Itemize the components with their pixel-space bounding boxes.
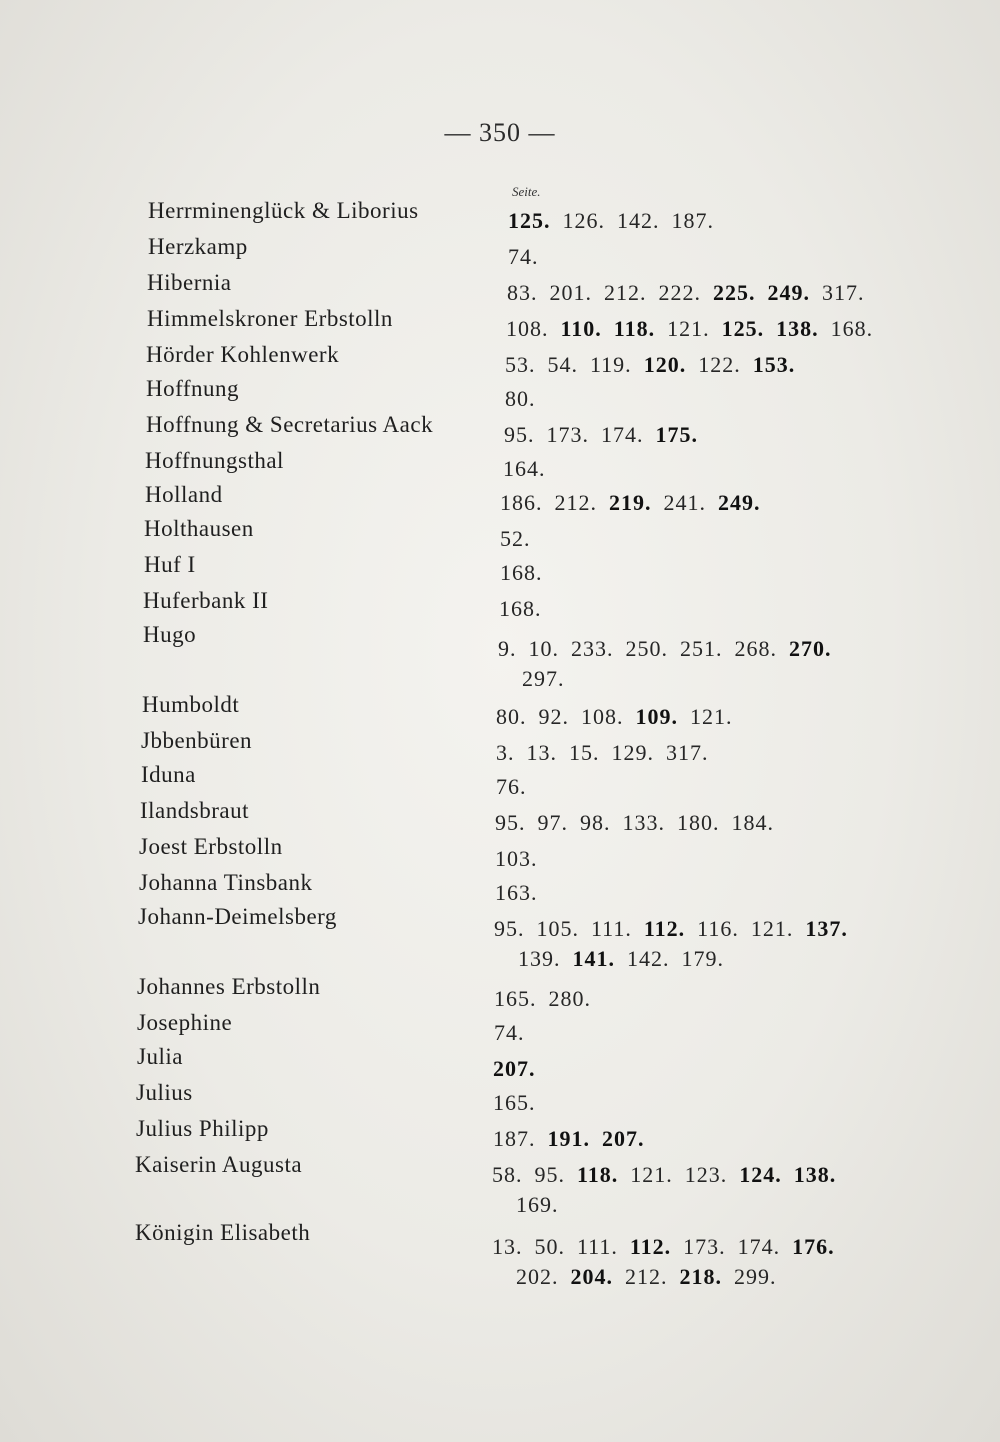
page-ref: 97.: [537, 810, 568, 835]
page-ref: 270.: [789, 636, 832, 661]
page-ref: 212.: [625, 1264, 668, 1289]
page-ref: 112.: [629, 1234, 672, 1259]
entry-page-refs: [508, 208, 714, 234]
page-ref: 52.: [500, 526, 531, 551]
page-ref: 112.: [643, 916, 686, 941]
page-ref: 103.: [495, 846, 538, 871]
page-ref: 118.: [613, 316, 656, 341]
entry-name: Hibernia: [147, 270, 232, 295]
entry-page-refs: [493, 1090, 536, 1116]
entry-page-refs: [495, 880, 538, 906]
page-ref: 125.: [508, 208, 551, 233]
entry-page-refs: [493, 1056, 536, 1082]
page-ref: 176.: [792, 1234, 835, 1259]
entry-page-refs: [508, 244, 539, 270]
entry-name: Huf I: [144, 552, 196, 577]
page-ref: 174.: [737, 1234, 781, 1259]
entry-name: Ilandsbraut: [140, 798, 249, 823]
page-ref: 249.: [767, 280, 810, 305]
page-ref: 251.: [680, 636, 723, 661]
page-ref: 137.: [805, 916, 848, 941]
page-ref: 110.: [560, 316, 602, 341]
entry-page-refs: [494, 1020, 525, 1046]
page-refs-line: [516, 1192, 836, 1218]
page-ref: 109.: [635, 704, 678, 729]
page-ref: 153.: [752, 352, 796, 377]
page-ref: 74.: [508, 244, 539, 269]
entry-page-refs: [496, 774, 527, 800]
entry-name: Joest Erbstolln: [139, 834, 283, 859]
page-ref: 92.: [538, 704, 569, 729]
entry-name: Holland: [145, 482, 223, 507]
page-ref: 191.: [547, 1126, 590, 1151]
page-ref: 121.: [667, 316, 710, 341]
page-ref: 139.: [518, 946, 561, 971]
entry-page-refs: [498, 636, 832, 692]
page-refs-line: [496, 774, 527, 799]
page-ref: 202.: [516, 1264, 559, 1289]
page-ref: 212.: [554, 490, 597, 515]
page-refs-line: [516, 1264, 835, 1290]
entry-name: Königin Elisabeth: [135, 1220, 311, 1245]
page-ref: 299.: [734, 1264, 777, 1289]
page-ref: 124.: [739, 1162, 782, 1187]
page-ref: 121.: [750, 916, 794, 941]
page-ref: 168.: [830, 316, 874, 341]
page-ref: 53.: [505, 352, 536, 377]
page-ref: 58.: [492, 1162, 523, 1187]
entry-page-refs: [500, 560, 543, 586]
entry-page-refs: [500, 526, 531, 552]
page-ref: 119.: [590, 352, 632, 377]
page-refs-line: [500, 526, 531, 551]
page-ref: 180.: [677, 810, 720, 835]
page-refs-line: [508, 244, 539, 269]
page-ref: 54.: [547, 352, 578, 377]
page-ref: 125.: [721, 316, 765, 341]
entry-name: Julius: [136, 1080, 193, 1105]
page-refs-line: [522, 666, 832, 692]
page-ref: 116.: [697, 916, 739, 941]
entry-name: Hoffnung & Secretarius Aack: [146, 412, 434, 437]
page-ref: 187.: [493, 1126, 536, 1151]
page-ref: 280.: [548, 986, 591, 1011]
page-ref: 111.: [591, 916, 632, 941]
page-ref: 74.: [494, 1020, 525, 1045]
page-refs-line: [506, 316, 873, 341]
entry-page-refs: [495, 846, 538, 872]
page-refs-line: [495, 880, 538, 905]
page-ref: 118.: [577, 1162, 619, 1187]
page-ref: 95.: [504, 422, 535, 447]
entry-page-refs: [505, 386, 536, 412]
page-ref: 174.: [601, 422, 644, 447]
page-ref: 76.: [496, 774, 527, 799]
page-ref: 249.: [718, 490, 761, 515]
page-ref: 168.: [499, 596, 542, 621]
page-ref: 164.: [503, 456, 546, 481]
entry-page-refs: [496, 740, 709, 766]
page-ref: 175.: [655, 422, 698, 447]
entry-page-refs: [505, 352, 795, 378]
page-ref: 187.: [671, 208, 714, 233]
entry-page-refs: [507, 280, 865, 306]
page-ref: 80.: [496, 704, 527, 729]
page-ref: 219.: [609, 490, 652, 515]
page-ref: 3.: [496, 740, 515, 765]
page-refs-line: [495, 846, 538, 871]
entry-name: Huferbank II: [143, 588, 269, 613]
entry-name: Johannes Erbstolln: [137, 974, 321, 999]
page-ref: 121.: [630, 1162, 673, 1187]
page-ref: 10.: [528, 636, 559, 661]
entry-name: Jbbenbüren: [141, 728, 253, 753]
page-refs-line: [498, 636, 832, 661]
page-ref: 141.: [572, 946, 615, 971]
page-ref: 138.: [793, 1162, 837, 1187]
page-refs-line: [496, 740, 709, 765]
entry-name: Johanna Tinsbank: [139, 870, 313, 895]
page-ref: 111.: [577, 1234, 618, 1259]
page-refs-line: [496, 704, 733, 729]
page-ref: 250.: [625, 636, 668, 661]
entry-name: Hugo: [143, 622, 197, 647]
page-ref: 222.: [658, 280, 701, 305]
page-refs-line: [494, 1020, 525, 1045]
page-ref: 142.: [627, 946, 670, 971]
page-ref: 297.: [522, 666, 565, 691]
page-ref: 123.: [684, 1162, 728, 1187]
entry-page-refs: [503, 456, 546, 482]
page-ref: 207.: [602, 1126, 645, 1151]
page-ref: 126.: [562, 208, 605, 233]
page-ref: 95.: [494, 916, 525, 941]
page-ref: 184.: [731, 810, 774, 835]
page-ref: 317.: [822, 280, 865, 305]
page-ref: 165.: [494, 986, 537, 1011]
page-ref: 121.: [690, 704, 733, 729]
page-ref: 179.: [681, 946, 724, 971]
page-ref: 173.: [546, 422, 589, 447]
page-refs-line: [499, 596, 542, 621]
entry-name: Johann-Deimelsberg: [138, 904, 337, 929]
page-ref: 225.: [713, 280, 756, 305]
page-ref: 218.: [679, 1264, 722, 1289]
page-refs-line: [492, 1234, 835, 1259]
page-ref: 9.: [498, 636, 517, 661]
page-refs-line: [494, 986, 591, 1011]
entry-page-refs: [494, 986, 591, 1012]
page-ref: 163.: [495, 880, 538, 905]
page-refs-line: [504, 422, 698, 447]
entry-page-refs: [492, 1234, 835, 1290]
page-ref: 241.: [663, 490, 706, 515]
page-ref: 80.: [505, 386, 536, 411]
entry-name: Herzkamp: [148, 234, 248, 259]
entry-page-refs: [495, 810, 774, 836]
page-ref: 165.: [493, 1090, 536, 1115]
page-ref: 173.: [683, 1234, 726, 1259]
entry-name: Hörder Kohlenwerk: [146, 342, 340, 367]
entry-page-refs: [492, 1162, 836, 1218]
page-ref: 212.: [604, 280, 647, 305]
page-refs-line: [492, 1162, 836, 1187]
entry-page-refs: [504, 422, 698, 448]
page-ref: 95.: [495, 810, 526, 835]
page-ref: 98.: [580, 810, 611, 835]
page-ref: 186.: [500, 490, 543, 515]
page-ref: 207.: [493, 1056, 536, 1081]
page-ref: 95.: [534, 1162, 565, 1187]
entry-page-refs: [506, 316, 873, 342]
page-refs-line: [503, 456, 546, 481]
entry-page-refs: [499, 596, 542, 622]
page-refs-line: [493, 1090, 536, 1115]
entry-page-refs: [493, 1126, 645, 1152]
page-ref: 13.: [492, 1234, 523, 1259]
page-refs-line: [500, 490, 761, 515]
page-refs-line: [505, 386, 536, 411]
page-ref: 120.: [643, 352, 687, 377]
page-refs-line: [500, 560, 543, 585]
page-ref: 129.: [611, 740, 654, 765]
page-ref: 105.: [536, 916, 579, 941]
page-refs-line: [493, 1126, 645, 1151]
page-ref: 133.: [622, 810, 665, 835]
page-ref: 83.: [507, 280, 538, 305]
entry-name: Josephine: [137, 1010, 233, 1035]
entry-name: Julius Philipp: [136, 1116, 269, 1141]
page-refs-line: [518, 946, 848, 972]
page-ref: 13.: [526, 740, 557, 765]
entry-page-refs: [496, 704, 733, 730]
page-refs-line: [494, 916, 848, 941]
entry-name: Herrminenglück & Liborius: [148, 198, 419, 223]
entry-name: Iduna: [141, 762, 196, 787]
page-ref: 142.: [617, 208, 660, 233]
page-ref: 233.: [571, 636, 614, 661]
page-refs-line: [493, 1056, 536, 1081]
page-ref: 108.: [506, 316, 549, 341]
entry-page-refs: [500, 490, 761, 516]
page-refs-line: [505, 352, 795, 377]
entry-name: Kaiserin Augusta: [135, 1152, 303, 1177]
page-ref: 168.: [500, 560, 543, 585]
page-ref: 15.: [569, 740, 600, 765]
page-refs-line: [508, 208, 714, 233]
page-refs-line: [495, 810, 774, 835]
page-refs-line: [507, 280, 865, 305]
page-ref: 204.: [570, 1264, 613, 1289]
page-ref: 201.: [549, 280, 592, 305]
entry-name: Himmelskroner Erbstolln: [147, 306, 393, 331]
page-ref: 317.: [666, 740, 709, 765]
entry-name: Julia: [137, 1044, 183, 1069]
page-ref: 50.: [534, 1234, 565, 1259]
page-ref: 108.: [581, 704, 624, 729]
entry-name: Hoffnung: [146, 376, 240, 401]
page-column-label: Seite.: [512, 184, 541, 199]
page-ref: 169.: [516, 1192, 559, 1217]
entry-name: Humboldt: [142, 692, 240, 717]
entry-page-refs: [494, 916, 848, 972]
page-ref: 138.: [776, 316, 819, 341]
page-number: — 350 —: [444, 118, 556, 147]
page-ref: 268.: [734, 636, 777, 661]
page-ref: 122.: [698, 352, 741, 377]
entry-name: Hoffnungsthal: [145, 448, 284, 473]
entry-name: Holthausen: [144, 516, 254, 541]
